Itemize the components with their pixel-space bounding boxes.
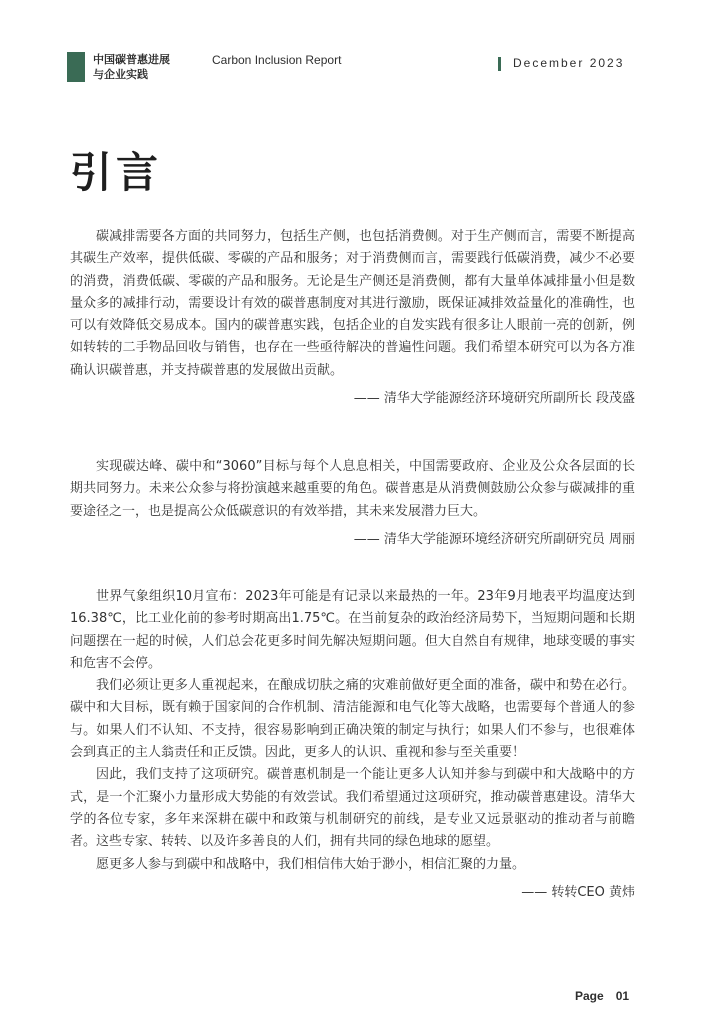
page-label: Page [575, 989, 604, 1003]
quote-2-paragraph-1: 实现碳达峰、碳中和“3060”目标与每个人息息相关，中国需要政府、企业及公众各层面的长期共同努力。未来公众参与将扮演越来越重要的角色。碳普惠是从消费侧鼓励公众参与碳减排的重要途径之一，也是提高公众低碳意识的有效举措，其未来发展潜力巨大。 [70, 459, 635, 519]
page-header [0, 0, 704, 100]
quote-block-3 [70, 586, 635, 904]
quote-block-1 [70, 226, 635, 410]
page-footer [575, 989, 629, 1003]
page-title: 引言 [70, 148, 163, 197]
quote-3-paragraph-3: 因此，我们支持了这项研究。碳普惠机制是一个能让更多人认知并参与到碳中和大战略中的方式，是一个汇聚小力量形成大势能的有效尝试。我们希望通过这项研究，推动碳普惠建设。清华大学的各位专家，多年来深耕在碳中和政策与机制研究的前线，是专业又远景驱动的推动者与前瞻者。这些专家、转转、以及许多善良的人们，拥有共同的绿色地球的愿望。 [70, 767, 635, 850]
brand-line-2: 与企业实践 [93, 68, 148, 81]
report-title: Carbon Inclusion Report [212, 53, 342, 67]
brand-logo-block [67, 52, 85, 82]
date-accent-bar [498, 57, 501, 71]
quote-3-signature: —— 转转CEO 黄炜 [521, 884, 635, 900]
quote-1-paragraph-1: 碳减排需要各方面的共同努力，包括生产侧，也包括消费侧。对于生产侧而言，需要不断提高其碳生产效率，提供低碳、零碳的产品和服务；对于消费侧而言，需要践行低碳消费，减少不必要的消费，消费低碳、零碳的产品和服务。无论是生产侧还是消费侧，都有大量单体减排量小但是数量众多的减排行动，需要设计有效的碳普惠制度对其进行激励，既保证减排效益量化的准确性，也可以有效降低交易成本。国内的碳普惠实践，包括企业的自发实践有很多让人眼前一亮的创新，例如转转的二手物品回收与销售，也存在一些亟待解决的普遍性问题。我们希望本研究可以为各方准确认识碳普惠，并支持碳普惠的发展做出贡献。 [70, 229, 635, 378]
quote-3-paragraph-4: 愿更多人参与到碳中和战略中，我们相信伟大始于渺小，相信汇聚的力量。 [96, 856, 526, 872]
report-date: December 2023 [513, 56, 625, 70]
quote-3-paragraph-2: 我们必须让更多人重视起来，在酿成切肤之痛的灾难前做好更全面的准备，碳中和势在必行。碳中和大目标，既有赖于国家间的合作机制、清洁能源和电气化等大战略，也需要每个普通人的参与。如果人们不认知、不支持，很容易影响到正确决策的制定与执行；如果人们不参与，也很难体会到真正的主人翁责任和正反馈。因此，更多人的认识、重视和参与至关重要！ [70, 678, 635, 761]
quote-block-2 [70, 456, 635, 551]
quote-2-signature: —— 清华大学能源环境经济研究所副研究员 周丽 [353, 531, 635, 547]
page-number: 01 [615, 989, 630, 1003]
quote-1-signature: —— 清华大学能源经济环境研究所副所长 段茂盛 [353, 391, 635, 407]
brand-name [93, 52, 170, 82]
brand-line-1: 中国碳普惠进展 [93, 53, 170, 66]
quote-3-paragraph-1: 世界气象组织10月宣布：2023年可能是有记录以来最热的一年。23年9月地表平均温度达到16.38℃，比工业化前的参考时期高出1.75℃。在当前复杂的政治经济局势下，当短期问题和长期问题摆在一起的时候，人们总会花更多时间先解决短期问题。但大自然自有规律，地球变暖的事实和危害不会停。 [70, 589, 635, 671]
